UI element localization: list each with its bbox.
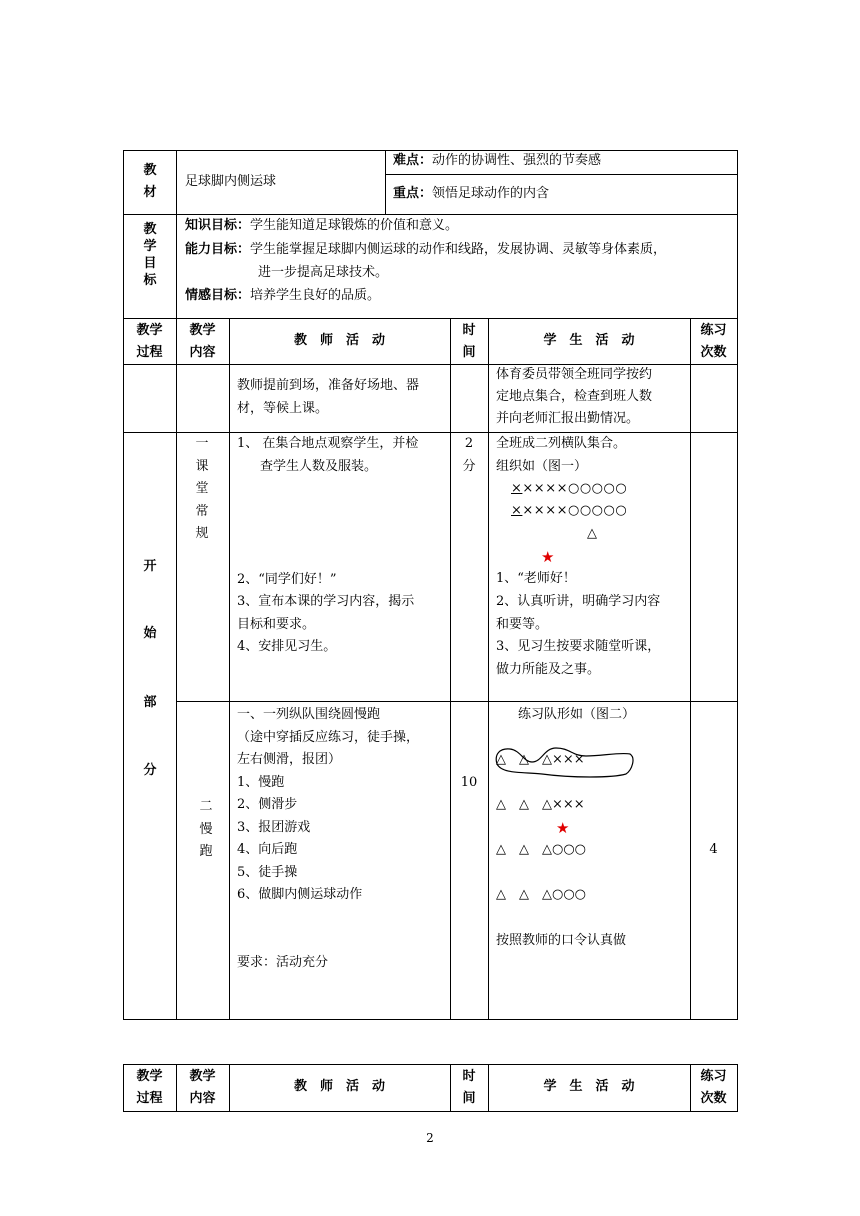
table-border-right: [737, 1064, 738, 1112]
routine-teacher-4: 4、安排见习生。: [237, 639, 337, 654]
jog-formation-1: △ △ △×××: [496, 752, 585, 767]
jog-item: 3、报团游戏: [237, 820, 311, 835]
pre-student-line: 并向老师汇报出勤情况。: [496, 411, 640, 426]
jiaocai-value: 足球脚内侧运球: [185, 174, 277, 189]
jog-item: 5、徒手操: [237, 865, 298, 880]
routine-student-r1: 1、“老师好！: [496, 571, 576, 586]
jog-item: 2、侧滑步: [237, 797, 298, 812]
routine-teacher-1-cont: 查学生人数及服装。: [260, 459, 378, 474]
page-number: 2: [426, 1131, 434, 1145]
difficulty-row: 难点：动作的协调性、强烈的节奏感: [393, 153, 602, 168]
routine-student-r3: 3、见习生按要求随堂听课，: [496, 639, 661, 654]
formation-row-1: ×××××○○○○○: [511, 481, 628, 496]
table-divider: [450, 318, 451, 1020]
col-student: 学 生 活 动: [543, 1079, 635, 1094]
jog-requirement: 要求：活动充分: [237, 955, 329, 970]
col-process: 教学 过程: [136, 323, 163, 360]
routine-student-r3-cont: 做力所能及之事。: [496, 662, 601, 677]
jog-item: 6、做脚内侧运球动作: [237, 887, 363, 902]
routine-student-1: 全班成二列横队集合。: [496, 436, 627, 451]
jog-student-end: 按照教师的口令认真做: [496, 933, 627, 948]
table-divider: [385, 174, 738, 175]
table-divider: [385, 150, 386, 214]
jog-teacher-note: （途中穿插反应练习，徒手操，: [237, 730, 420, 745]
table-divider: [690, 318, 691, 1020]
start-section-char: 部: [143, 695, 157, 710]
routine-student-r2: 2、认真听讲，明确学习内容: [496, 594, 661, 609]
jog-content: 二 慢 跑: [199, 799, 213, 859]
jog-item: 1、慢跑: [237, 775, 285, 790]
start-section-char: 始: [143, 626, 157, 641]
col-teacher: 教 师 活 动: [293, 1079, 385, 1094]
jog-formation-2: △ △ △×××: [496, 797, 585, 812]
col-content: 教学 内容: [189, 1069, 216, 1106]
table-border-right: [737, 150, 738, 1020]
table-divider: [123, 432, 738, 433]
teacher-star-icon: ★: [541, 548, 555, 566]
ability-goal-cont: 进一步提高足球技术。: [258, 265, 389, 280]
routine-teacher-3-cont: 目标和要求。: [237, 617, 316, 632]
jog-teacher-note-cont: 左右侧滑，报团）: [237, 752, 342, 767]
jog-reps: 4: [709, 842, 718, 857]
col-student: 学 生 活 动: [543, 333, 635, 348]
routine-student-r2-cont: 和要等。: [496, 617, 549, 632]
table-border-left: [123, 150, 124, 1020]
table-border-bottom: [123, 1111, 738, 1112]
jog-item: 4、向后跑: [237, 842, 298, 857]
start-section-char: 开: [143, 559, 157, 574]
table-divider: [176, 701, 738, 702]
col-reps: 练习 次数: [700, 1069, 727, 1106]
col-time: 时 间: [462, 1069, 476, 1106]
knowledge-goal: 知识目标：学生能知道足球锻炼的价值和意义。: [185, 218, 459, 233]
col-process: 教学 过程: [136, 1069, 163, 1106]
table-border-bottom: [123, 1019, 738, 1020]
routine-teacher-3: 3、宣布本课的学习内容，揭示: [237, 594, 415, 609]
teacher-star-icon: ★: [556, 819, 570, 837]
table-divider: [176, 150, 177, 1020]
start-section-char: 分: [143, 763, 157, 778]
routine-student-2: 组织如（图一）: [496, 459, 588, 474]
jiaocai-label: 教 材: [143, 163, 157, 200]
col-reps: 练习 次数: [700, 323, 727, 360]
jog-student-title: 练习队形如（图二）: [518, 707, 636, 722]
focus-row: 重点：领悟足球动作的内含: [393, 186, 550, 201]
goals-label: 教 学 目 标: [143, 222, 157, 288]
formation-row-2: ×××××○○○○○: [511, 503, 628, 518]
routine-content: 一 课 堂 常 规: [195, 436, 209, 541]
formation-triangle: △: [587, 526, 597, 541]
col-content: 教学 内容: [189, 323, 216, 360]
jog-teacher-title: 一、一列纵队围绕圆慢跑: [237, 707, 381, 722]
pre-teacher-line: 材，等候上课。: [237, 401, 329, 416]
jog-formation-3: △ △ △○○○: [496, 842, 587, 857]
jog-formation-4: △ △ △○○○: [496, 887, 587, 902]
pre-student-line: 体育委员带领全班同学按约: [496, 367, 653, 382]
routine-teacher-2: 2、“同学们好！”: [237, 572, 337, 587]
col-teacher: 教 师 活 动: [293, 333, 385, 348]
jog-time: 10: [460, 775, 478, 790]
pre-teacher-line: 教师提前到场，准备好场地、器: [237, 378, 420, 393]
table-divider: [488, 318, 489, 1020]
emotion-goal: 情感目标：培养学生良好的品质。: [185, 288, 381, 303]
ability-goal: 能力目标：学生能掌握足球脚内侧运球的动作和线路，发展协调、灵敏等身体素质，: [185, 242, 667, 257]
routine-teacher-1: 1、 在集合地点观察学生，并检: [237, 436, 419, 451]
routine-time: 2 分: [462, 436, 476, 474]
table-divider: [229, 318, 230, 1020]
col-time: 时 间: [462, 323, 476, 360]
pre-student-line: 定地点集合，检查到班人数: [496, 389, 653, 404]
